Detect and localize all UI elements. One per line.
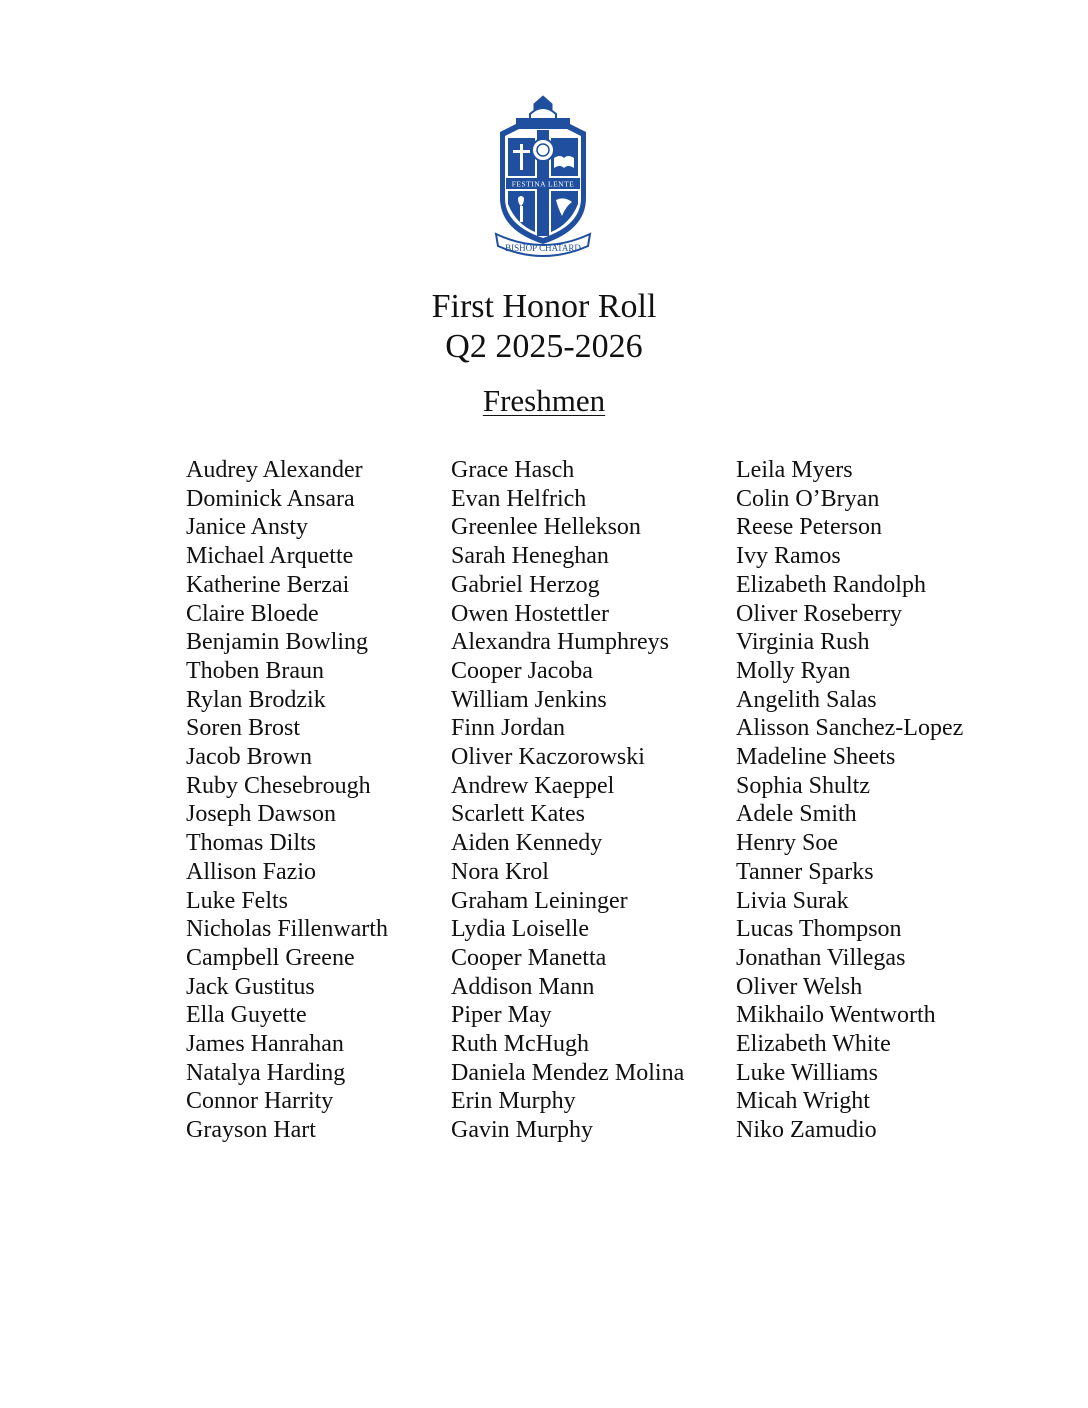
student-name: Grayson Hart — [186, 1117, 316, 1144]
student-name: Erin Murphy — [451, 1088, 576, 1115]
student-name: Sophia Shultz — [736, 772, 871, 799]
student-name: James Hanrahan — [186, 1031, 344, 1058]
names-column-3 — [736, 456, 963, 1145]
student-name: Owen Hostettler — [451, 600, 609, 627]
student-name: Elizabeth Randolph — [736, 571, 926, 598]
student-name: Campbell Greene — [186, 944, 355, 971]
student-name: Oliver Welsh — [736, 973, 863, 1000]
student-name: Jacob Brown — [186, 744, 312, 771]
student-name: Rylan Brodzik — [186, 686, 326, 713]
student-name: Lydia Loiselle — [451, 916, 589, 943]
student-name: Niko Zamudio — [736, 1117, 877, 1144]
student-name: Gavin Murphy — [451, 1117, 593, 1144]
student-name: Angelith Salas — [736, 686, 877, 713]
student-name: Madeline Sheets — [736, 744, 896, 771]
student-name: Lucas Thompson — [736, 916, 902, 943]
student-name: Connor Harrity — [186, 1088, 334, 1115]
crest-school-name: BISHOP CHATARD — [505, 243, 581, 253]
section-heading-text: Freshmen — [482, 383, 606, 418]
student-name: Benjamin Bowling — [186, 629, 368, 656]
page-subtitle: Q2 2025-2026 — [445, 328, 643, 365]
student-name: Natalya Harding — [186, 1059, 346, 1086]
student-name: Thomas Dilts — [186, 830, 316, 857]
names-column-2 — [451, 456, 684, 1145]
student-name: Cooper Jacoba — [451, 657, 593, 684]
student-name: Reese Peterson — [736, 514, 882, 541]
student-name: Nicholas Fillenwarth — [186, 916, 388, 943]
student-name: Virginia Rush — [736, 629, 870, 656]
student-name: Allison Fazio — [186, 858, 316, 885]
student-name: Jonathan Villegas — [736, 944, 906, 971]
student-name: Joseph Dawson — [186, 801, 336, 828]
student-name: Aiden Kennedy — [451, 830, 603, 857]
section-heading — [0, 382, 1088, 420]
student-name: Ella Guyette — [186, 1002, 307, 1029]
student-name: Grace Hasch — [451, 457, 575, 483]
student-name: Cooper Manetta — [451, 944, 607, 971]
student-name: Soren Brost — [186, 715, 300, 742]
student-name: Leila Myers — [736, 457, 853, 483]
crest-motto: FESTINA LENTE — [511, 179, 575, 189]
student-name: Piper May — [451, 1002, 552, 1029]
student-name: Claire Bloede — [186, 600, 319, 627]
student-name: Michael Arquette — [186, 543, 354, 570]
student-name: Adele Smith — [736, 801, 857, 828]
student-name: Sarah Heneghan — [451, 543, 609, 570]
student-name: Mikhailo Wentworth — [736, 1002, 936, 1029]
student-name: Tanner Sparks — [736, 858, 874, 885]
student-name: Audrey Alexander — [186, 457, 363, 483]
student-name: Greenlee Hellekson — [451, 514, 641, 541]
student-name: Luke Felts — [186, 887, 288, 914]
student-name: Micah Wright — [736, 1088, 870, 1115]
student-name: Henry Soe — [736, 830, 838, 857]
student-name: Alexandra Humphreys — [451, 629, 669, 656]
names-column-1 — [186, 456, 388, 1145]
student-name: Daniela Mendez Molina — [451, 1059, 685, 1086]
student-name: Ruby Chesebrough — [186, 772, 371, 799]
student-name: Luke Williams — [736, 1059, 878, 1086]
student-name: Colin O’Bryan — [736, 485, 880, 512]
student-name: Oliver Roseberry — [736, 600, 902, 627]
student-name: Janice Ansty — [186, 514, 308, 541]
student-name: Gabriel Herzog — [451, 571, 600, 598]
student-name: Andrew Kaeppel — [451, 772, 615, 799]
school-crest-logo — [494, 94, 592, 258]
student-name: Finn Jordan — [451, 715, 565, 742]
page-title: First Honor Roll — [431, 288, 657, 325]
student-name: Jack Gustitus — [186, 973, 315, 1000]
student-name: Graham Leininger — [451, 887, 628, 914]
student-name: Alisson Sanchez-Lopez — [736, 715, 964, 742]
student-name: William Jenkins — [451, 686, 607, 713]
student-name: Ruth McHugh — [451, 1031, 589, 1058]
student-name: Evan Helfrich — [451, 485, 587, 512]
student-name: Katherine Berzai — [186, 571, 350, 598]
student-name: Elizabeth White — [736, 1031, 891, 1058]
student-name: Livia Surak — [736, 887, 849, 914]
student-name: Dominick Ansara — [186, 485, 355, 512]
student-name: Oliver Kaczorowski — [451, 744, 645, 771]
student-name: Ivy Ramos — [736, 543, 841, 570]
student-name: Thoben Braun — [186, 657, 324, 684]
student-name: Addison Mann — [451, 973, 595, 1000]
student-name: Molly Ryan — [736, 657, 851, 684]
student-name: Scarlett Kates — [451, 801, 585, 828]
student-name: Nora Krol — [451, 858, 549, 885]
